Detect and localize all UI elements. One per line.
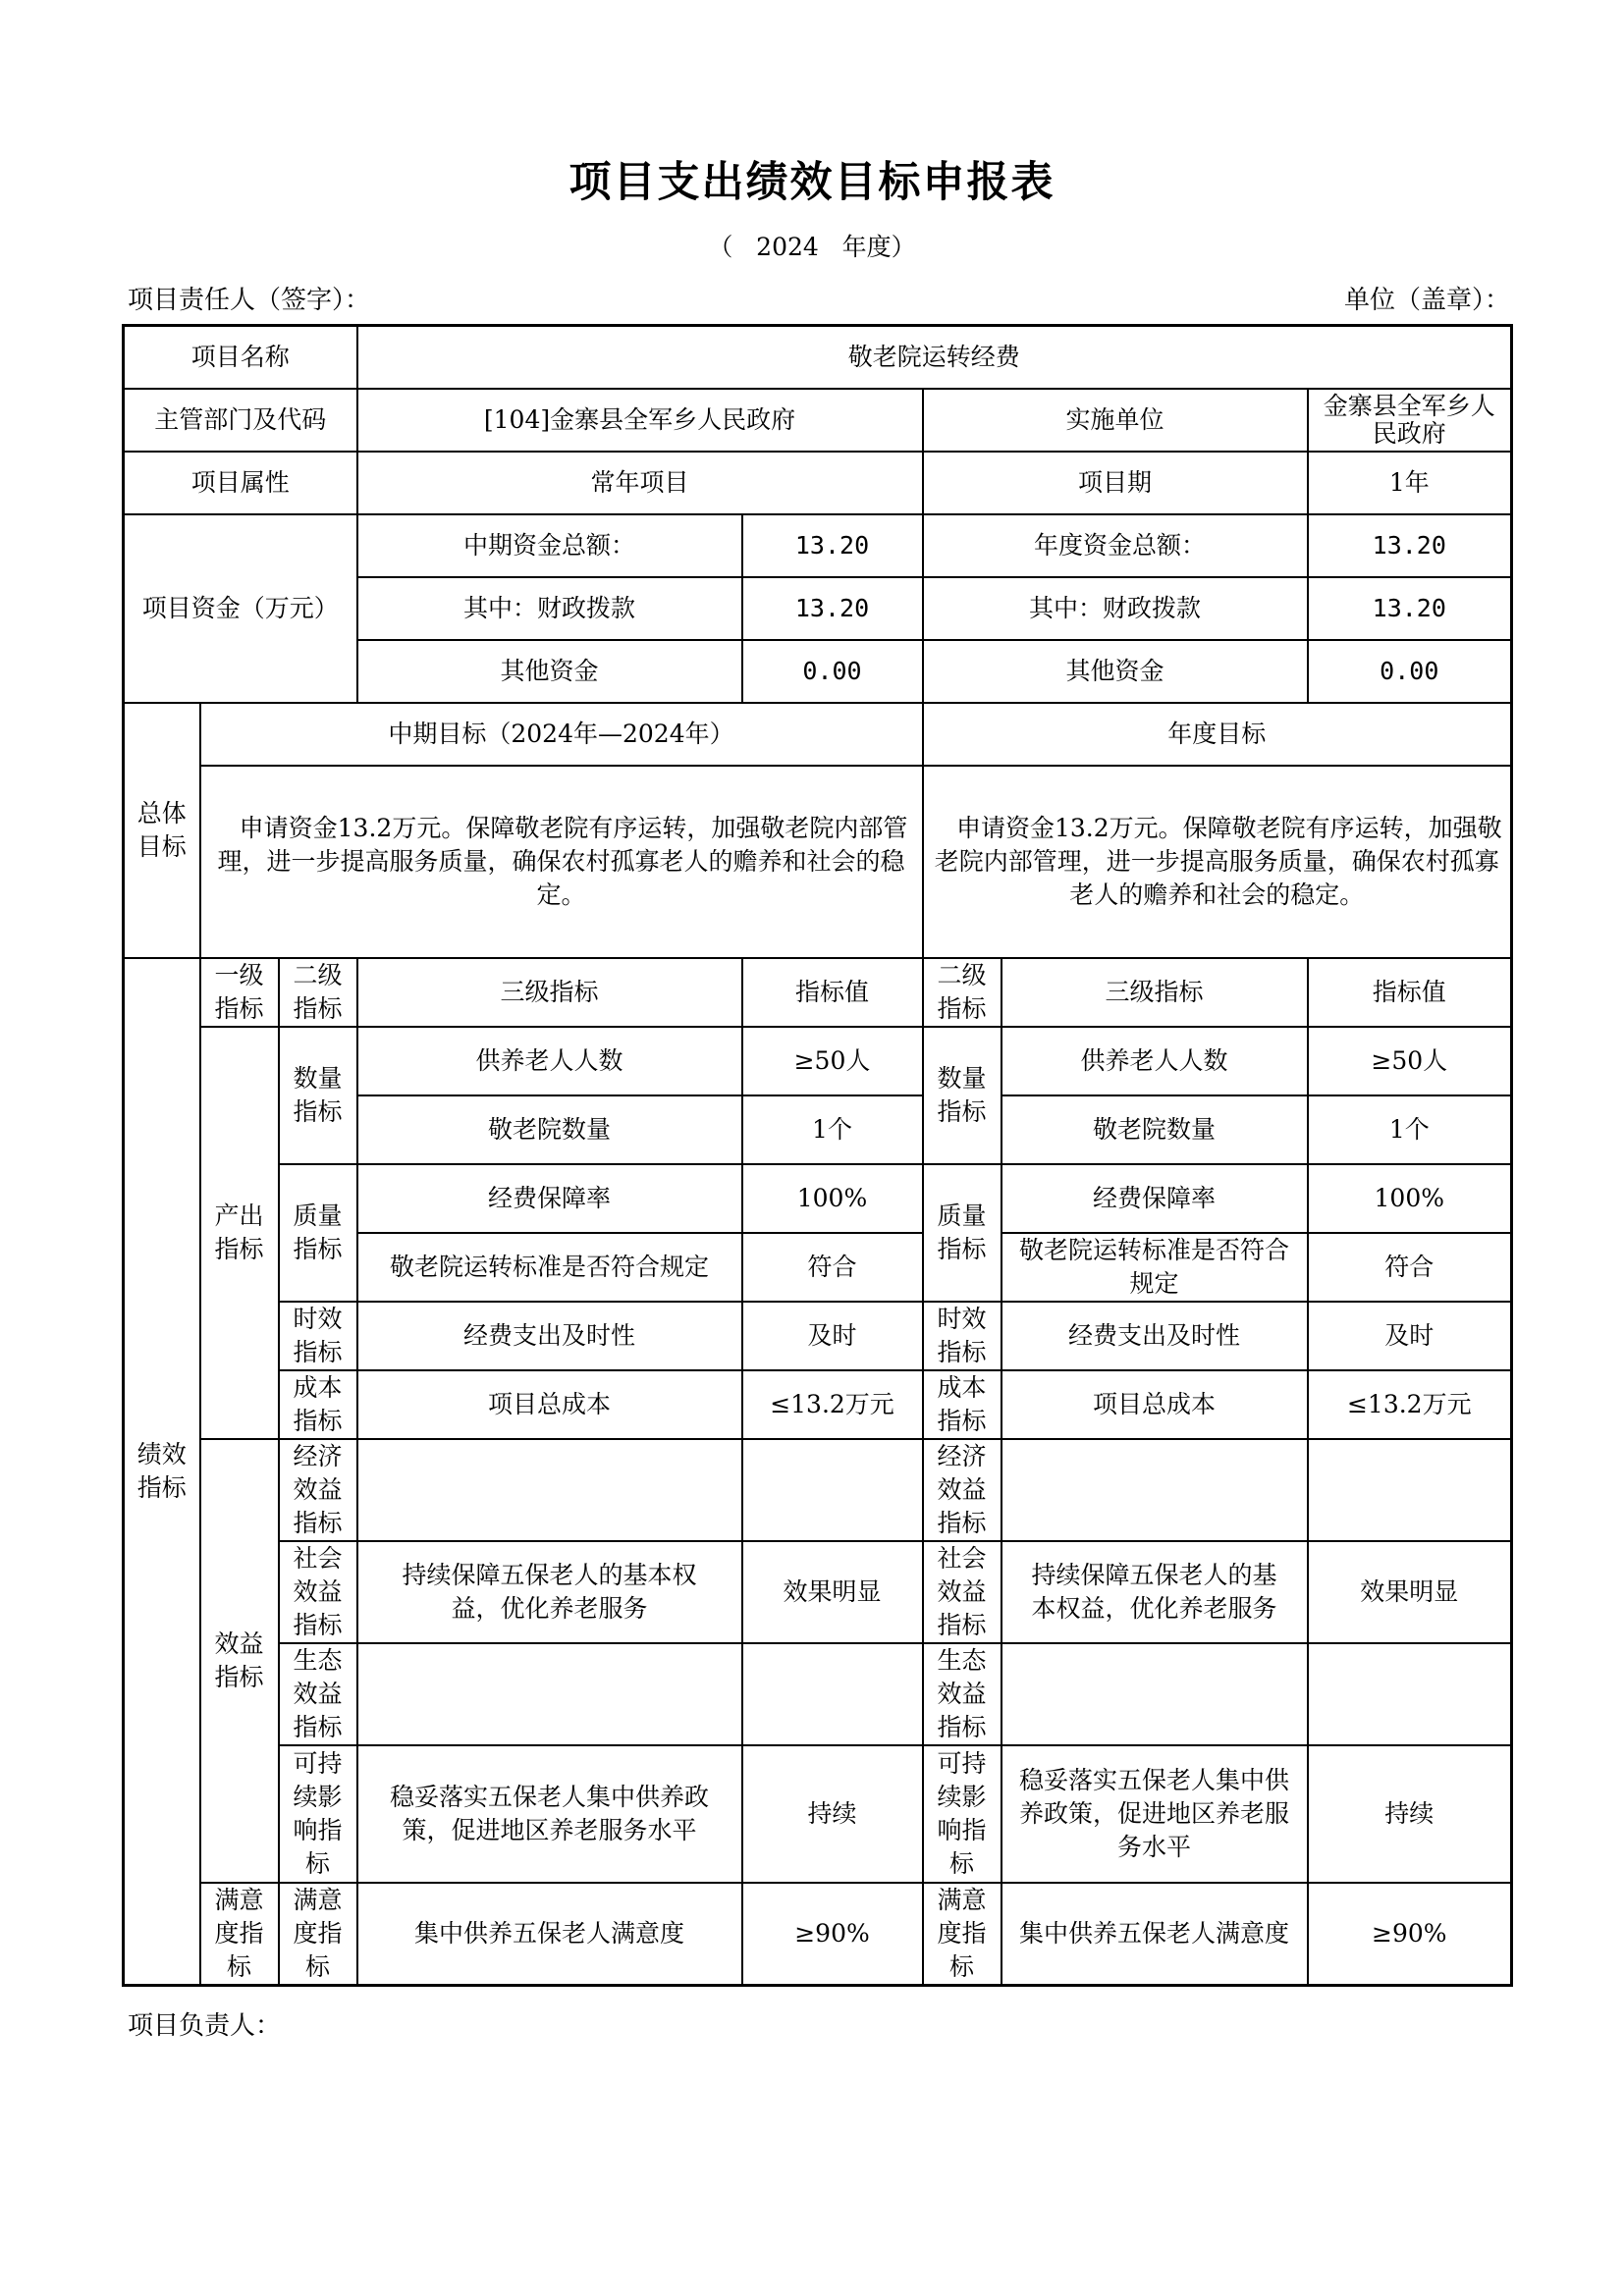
project-attr-label: 项目属性 [124, 452, 357, 514]
quality-label-year: 质量指标 [923, 1164, 1001, 1302]
eco-label-mid: 生态效益指标 [279, 1643, 357, 1745]
value-header-year: 指标值 [1308, 958, 1512, 1027]
mid-other-label: 其他资金 [357, 640, 742, 703]
ql2-value-mid: 符合 [742, 1233, 923, 1302]
c1-value-mid: ≤13.2万元 [742, 1370, 923, 1439]
mid-total-label: 中期资金总额： [357, 514, 742, 577]
su1-value-year: 持续 [1308, 1745, 1512, 1883]
year-fiscal-value: 13.20 [1308, 577, 1512, 640]
year-other-label: 其他资金 [923, 640, 1308, 703]
econ-value-year [1308, 1439, 1512, 1541]
sa1-value-mid: ≥90% [742, 1883, 923, 1986]
su1-value-mid: 持续 [742, 1745, 923, 1883]
s1-value-year: 效果明显 [1308, 1541, 1512, 1643]
ql2-name-year: 敬老院运转标准是否符合规定 [1001, 1233, 1308, 1302]
project-responsible-signature-label: 项目责任人（签字）： [128, 286, 371, 315]
dept-label: 主管部门及代码 [124, 389, 357, 452]
q1-value-year: ≥50人 [1308, 1027, 1512, 1095]
output-indicator-label: 产出指标 [200, 1027, 279, 1439]
year-total-label: 年度资金总额： [923, 514, 1308, 577]
eco-label-year: 生态效益指标 [923, 1643, 1001, 1745]
sat-label-year: 满意度指标 [923, 1883, 1001, 1986]
eco-name-year [1001, 1643, 1308, 1745]
ql2-value-year: 符合 [1308, 1233, 1512, 1302]
social-label-year: 社会效益指标 [923, 1541, 1001, 1643]
impl-unit-label: 实施单位 [923, 389, 1308, 452]
project-name-value: 敬老院运转经费 [357, 326, 1512, 389]
sustain-label-mid: 可持续影响指标 [279, 1745, 357, 1883]
page-title: 项目支出绩效目标申报表 [568, 158, 1056, 207]
ql1-value-year: 100% [1308, 1164, 1512, 1233]
unit-seal-label: 单位（盖章）： [1343, 286, 1510, 315]
eco-name-mid [357, 1643, 742, 1745]
s1-name-year: 持续保障五保老人的基本权益，优化养老服务 [1001, 1541, 1308, 1643]
project-name-label: 项目名称 [124, 326, 357, 389]
year-other-value: 0.00 [1308, 640, 1512, 703]
econ-value-mid [742, 1439, 923, 1541]
t1-value-mid: 及时 [742, 1302, 923, 1370]
level2-header-year: 二级指标 [923, 958, 1001, 1027]
value-header-mid: 指标值 [742, 958, 923, 1027]
su1-name-mid: 稳妥落实五保老人集中供养政策，促进地区养老服务水平 [357, 1745, 742, 1883]
mid-total-value: 13.20 [742, 514, 923, 577]
eco-value-mid [742, 1643, 923, 1745]
c1-value-year: ≤13.2万元 [1308, 1370, 1512, 1439]
performance-target-form [122, 324, 1513, 1987]
satisfaction-l1-label: 满意度指标 [200, 1883, 279, 1986]
year-goal-text: 申请资金13.2万元。保障敬老院有序运转，加强敬老院内部管理，进一步提高服务质量，确保农村孤寡老人的赡养和社会的稳定。 [923, 766, 1512, 958]
s1-name-mid: 持续保障五保老人的基本权益，优化养老服务 [357, 1541, 742, 1643]
quantity-label-mid: 数量指标 [279, 1027, 357, 1164]
eco-value-year [1308, 1643, 1512, 1745]
mid-goal-header: 中期目标（2024年—2024年） [200, 703, 923, 766]
social-label-mid: 社会效益指标 [279, 1541, 357, 1643]
fiscal-year-line: （ 2024 年度） [708, 233, 916, 261]
mid-other-value: 0.00 [742, 640, 923, 703]
t1-value-year: 及时 [1308, 1302, 1512, 1370]
sustain-label-year: 可持续影响指标 [923, 1745, 1001, 1883]
year-total-value: 13.20 [1308, 514, 1512, 577]
q1-value-mid: ≥50人 [742, 1027, 923, 1095]
year-goal-header: 年度目标 [923, 703, 1512, 766]
c1-name-mid: 项目总成本 [357, 1370, 742, 1439]
level1-header: 一级指标 [200, 958, 279, 1027]
c1-name-year: 项目总成本 [1001, 1370, 1308, 1439]
ql1-name-mid: 经费保障率 [357, 1164, 742, 1233]
project-attr-value: 常年项目 [357, 452, 923, 514]
time-label-mid: 时效指标 [279, 1302, 357, 1370]
project-period-label: 项目期 [923, 452, 1308, 514]
econ-name-mid [357, 1439, 742, 1541]
t1-name-year: 经费支出及时性 [1001, 1302, 1308, 1370]
project-funds-label: 项目资金（万元） [124, 514, 357, 703]
sa1-value-year: ≥90% [1308, 1883, 1512, 1986]
level3-header-mid: 三级指标 [357, 958, 742, 1027]
su1-name-year: 稳妥落实五保老人集中供养政策，促进地区养老服务水平 [1001, 1745, 1308, 1883]
perf-indicator-label: 绩效指标 [124, 958, 200, 1986]
ql2-name-mid: 敬老院运转标准是否符合规定 [357, 1233, 742, 1302]
ql1-value-mid: 100% [742, 1164, 923, 1233]
dept-value: [104]金寨县全军乡人民政府 [357, 389, 923, 452]
quality-label-mid: 质量指标 [279, 1164, 357, 1302]
project-leader-label: 项目负责人： [128, 2011, 282, 2041]
q2-value-mid: 1个 [742, 1095, 923, 1164]
level3-header-year: 三级指标 [1001, 958, 1308, 1027]
q1-name-mid: 供养老人人数 [357, 1027, 742, 1095]
cost-label-year: 成本指标 [923, 1370, 1001, 1439]
quantity-label-year: 数量指标 [923, 1027, 1001, 1164]
mid-fiscal-value: 13.20 [742, 577, 923, 640]
sa1-name-year: 集中供养五保老人满意度 [1001, 1883, 1308, 1986]
s1-value-mid: 效果明显 [742, 1541, 923, 1643]
q2-name-year: 敬老院数量 [1001, 1095, 1308, 1164]
year-fiscal-label: 其中：财政拨款 [923, 577, 1308, 640]
ql1-name-year: 经费保障率 [1001, 1164, 1308, 1233]
t1-name-mid: 经费支出及时性 [357, 1302, 742, 1370]
sa1-name-mid: 集中供养五保老人满意度 [357, 1883, 742, 1986]
sat-label-mid: 满意度指标 [279, 1883, 357, 1986]
time-label-year: 时效指标 [923, 1302, 1001, 1370]
benefit-indicator-label: 效益指标 [200, 1439, 279, 1883]
project-period-value: 1年 [1308, 452, 1512, 514]
cost-label-mid: 成本指标 [279, 1370, 357, 1439]
q1-name-year: 供养老人人数 [1001, 1027, 1308, 1095]
overall-goal-label: 总体目标 [124, 703, 200, 958]
econ-label-mid: 经济效益指标 [279, 1439, 357, 1541]
impl-unit-value: 金寨县全军乡人民政府 [1308, 389, 1512, 452]
q2-name-mid: 敬老院数量 [357, 1095, 742, 1164]
econ-label-year: 经济效益指标 [923, 1439, 1001, 1541]
q2-value-year: 1个 [1308, 1095, 1512, 1164]
level2-header-mid: 二级指标 [279, 958, 357, 1027]
econ-name-year [1001, 1439, 1308, 1541]
mid-fiscal-label: 其中：财政拨款 [357, 577, 742, 640]
mid-goal-text: 申请资金13.2万元。保障敬老院有序运转，加强敬老院内部管理，进一步提高服务质量，确保农村孤寡老人的赡养和社会的稳定。 [200, 766, 923, 958]
